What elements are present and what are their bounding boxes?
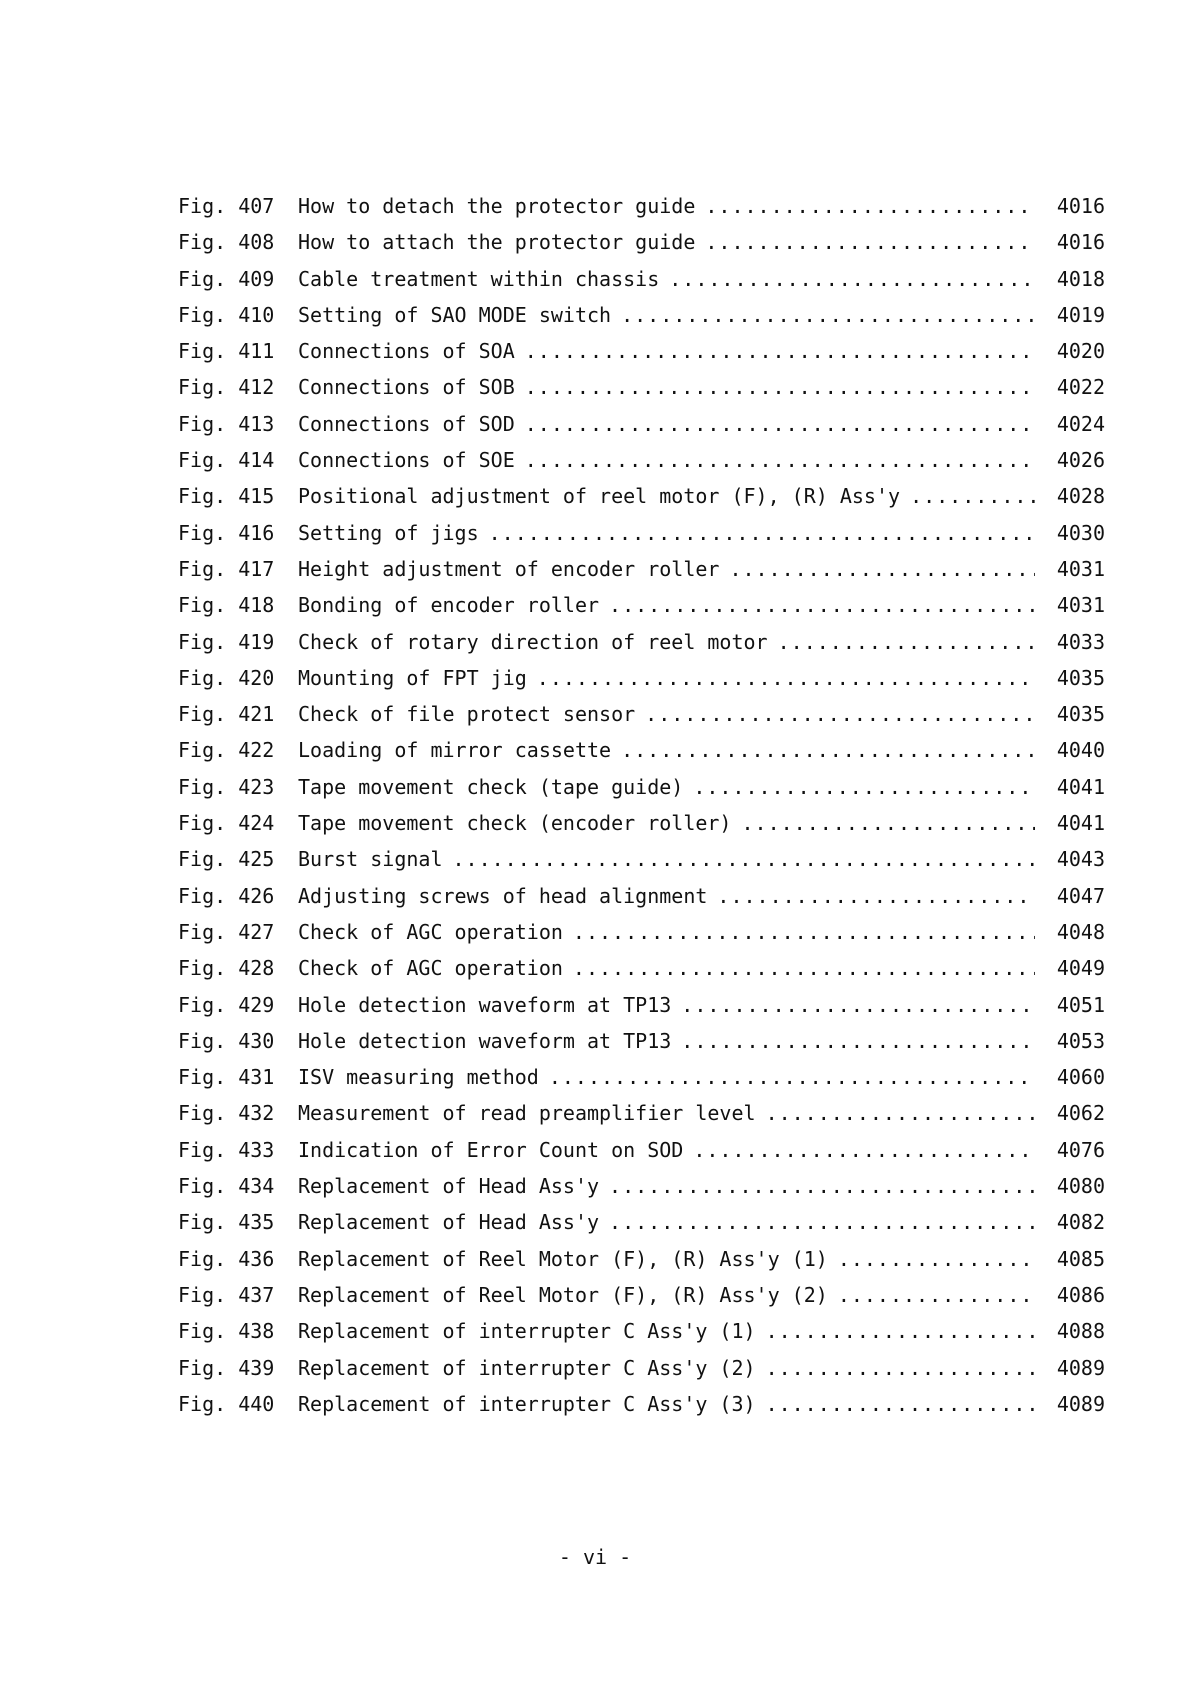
- figure-title-wrap: [298, 987, 1035, 1023]
- figure-title: Connections of SOE: [298, 448, 515, 473]
- page-reference: 4062: [1056, 1101, 1105, 1126]
- dot-leader: [537, 660, 1035, 696]
- figure-title: Check of AGC operation: [298, 919, 563, 944]
- figure-title: Replacement of interrupter C Ass'y (2): [298, 1355, 756, 1380]
- figure-title-wrap: [298, 769, 1035, 805]
- page-number: - vi -: [558, 1545, 632, 1569]
- dot-leader: [778, 624, 1035, 660]
- figure-title-wrap: [298, 1350, 1035, 1386]
- dot-leader: [838, 1277, 1035, 1313]
- figure-title-wrap: [298, 551, 1035, 587]
- figure-number: Fig. 430: [178, 1028, 275, 1053]
- figure-title-wrap: [298, 841, 1035, 877]
- dot-leader: [766, 1095, 1035, 1131]
- figure-title-wrap: [298, 515, 1035, 551]
- figure-number: Fig. 432: [178, 1101, 275, 1126]
- figure-title-wrap: [298, 805, 1035, 841]
- toc-entry: [178, 261, 1105, 297]
- dot-leader: [609, 1168, 1035, 1204]
- page-reference: 4033: [1056, 629, 1105, 654]
- figure-title: Check of AGC operation: [298, 956, 563, 981]
- figure-number: Fig. 434: [178, 1174, 275, 1199]
- figure-number: Fig. 417: [178, 556, 275, 581]
- toc-entry: [178, 1132, 1105, 1168]
- page-reference: 4019: [1056, 302, 1105, 327]
- toc-entry: [178, 660, 1105, 696]
- page-reference: 4041: [1056, 811, 1105, 836]
- dot-leader: [573, 914, 1035, 950]
- dot-leader: [525, 333, 1035, 369]
- toc-entry: [178, 478, 1105, 514]
- figure-title-wrap: [298, 914, 1035, 950]
- page-reference: 4026: [1056, 448, 1105, 473]
- toc-entry: [178, 878, 1105, 914]
- figure-title: Replacement of Head Ass'y: [298, 1174, 600, 1199]
- figure-number: Fig. 426: [178, 883, 275, 908]
- figure-title: Connections of SOD: [298, 411, 515, 436]
- figure-title-wrap: [298, 1386, 1035, 1422]
- figure-number: Fig. 423: [178, 774, 275, 799]
- figure-title-wrap: [298, 1241, 1035, 1277]
- figure-title: Replacement of Reel Motor (F), (R) Ass'y (2): [298, 1282, 828, 1307]
- dot-leader: [729, 551, 1035, 587]
- figure-number: Fig. 440: [178, 1391, 275, 1416]
- figure-title: Height adjustment of encoder roller: [298, 556, 720, 581]
- toc-entry: [178, 987, 1105, 1023]
- page-reference: 4047: [1056, 883, 1105, 908]
- toc-entry: [178, 297, 1105, 333]
- figure-number: Fig. 428: [178, 956, 275, 981]
- dot-leader: [525, 369, 1035, 405]
- dot-leader: [717, 878, 1035, 914]
- toc-entry: [178, 1313, 1105, 1349]
- figure-title: ISV measuring method: [298, 1065, 539, 1090]
- figure-title: Bonding of encoder roller: [298, 593, 600, 618]
- figure-number: Fig. 420: [178, 665, 275, 690]
- figure-title: Replacement of Reel Motor (F), (R) Ass'y (1): [298, 1246, 828, 1271]
- toc-entry: [178, 1277, 1105, 1313]
- page-reference: 4028: [1056, 484, 1105, 509]
- page-reference: 4031: [1056, 593, 1105, 618]
- figure-title: Positional adjustment of reel motor (F), (R) Ass'y: [298, 484, 901, 509]
- page-reference: 4035: [1056, 665, 1105, 690]
- dot-leader: [693, 1132, 1035, 1168]
- toc-entry: [178, 442, 1105, 478]
- dot-leader: [705, 224, 1035, 260]
- toc-entry: [178, 1023, 1105, 1059]
- dot-leader: [910, 478, 1035, 514]
- page-reference: 4030: [1056, 520, 1105, 545]
- toc-entry: [178, 1241, 1105, 1277]
- figure-title-wrap: [298, 261, 1035, 297]
- figure-title: Connections of SOA: [298, 339, 515, 364]
- figure-number: Fig. 433: [178, 1137, 275, 1162]
- page-reference: 4082: [1056, 1210, 1105, 1235]
- list-of-figures: [178, 188, 1105, 1422]
- page-reference: 4024: [1056, 411, 1105, 436]
- page-reference: 4022: [1056, 375, 1105, 400]
- figure-title: Measurement of read preamplifier level: [298, 1101, 756, 1126]
- dot-leader: [621, 297, 1035, 333]
- figure-title: Tape movement check (tape guide): [298, 774, 684, 799]
- figure-number: Fig. 409: [178, 266, 275, 291]
- figure-title: Replacement of Head Ass'y: [298, 1210, 600, 1235]
- toc-entry: [178, 1059, 1105, 1095]
- page-reference: 4016: [1056, 194, 1105, 218]
- figure-title-wrap: [298, 1095, 1035, 1131]
- toc-entry: [178, 624, 1105, 660]
- toc-entry: [178, 406, 1105, 442]
- figure-title: Hole detection waveform at TP13: [298, 1028, 672, 1053]
- figure-title-wrap: [298, 333, 1035, 369]
- dot-leader: [693, 769, 1035, 805]
- figure-number: Fig. 435: [178, 1210, 275, 1235]
- dot-leader: [766, 1386, 1035, 1422]
- page-reference: 4089: [1056, 1391, 1105, 1416]
- figure-title-wrap: [298, 660, 1035, 696]
- toc-entry: [178, 1386, 1105, 1422]
- figure-title: Setting of jigs: [298, 520, 479, 545]
- figure-number: Fig. 411: [178, 339, 275, 364]
- toc-entry: [178, 551, 1105, 587]
- figure-number: Fig. 419: [178, 629, 275, 654]
- figure-title-wrap: [298, 1277, 1035, 1313]
- page-reference: 4086: [1056, 1282, 1105, 1307]
- toc-entry: [178, 1168, 1105, 1204]
- figure-number: Fig. 414: [178, 448, 275, 473]
- toc-entry: [178, 841, 1105, 877]
- toc-entry: [178, 1350, 1105, 1386]
- figure-title: Replacement of interrupter C Ass'y (1): [298, 1319, 756, 1344]
- figure-title-wrap: [298, 732, 1035, 768]
- page-reference: 4085: [1056, 1246, 1105, 1271]
- dot-leader: [621, 732, 1035, 768]
- figure-number: Fig. 424: [178, 811, 275, 836]
- page-reference: 4089: [1056, 1355, 1105, 1380]
- figure-title: Tape movement check (encoder roller): [298, 811, 732, 836]
- figure-title-wrap: [298, 1023, 1035, 1059]
- page-reference: 4040: [1056, 738, 1105, 763]
- figure-number: Fig. 437: [178, 1282, 275, 1307]
- figure-title-wrap: [298, 297, 1035, 333]
- figure-number: Fig. 418: [178, 593, 275, 618]
- dot-leader: [549, 1059, 1035, 1095]
- page-reference: 4076: [1056, 1137, 1105, 1162]
- figure-title: Replacement of interrupter C Ass'y (3): [298, 1391, 756, 1416]
- figure-title: Setting of SAO MODE switch: [298, 302, 612, 327]
- toc-entry: [178, 333, 1105, 369]
- page-reference: 4035: [1056, 702, 1105, 727]
- dot-leader: [609, 587, 1035, 623]
- dot-leader: [573, 950, 1035, 986]
- page-reference: 4016: [1056, 230, 1105, 255]
- figure-number: Fig. 413: [178, 411, 275, 436]
- figure-number: Fig. 410: [178, 302, 275, 327]
- figure-title: Burst signal: [298, 847, 443, 872]
- dot-leader: [681, 987, 1035, 1023]
- toc-entry: [178, 914, 1105, 950]
- page-reference: 4018: [1056, 266, 1105, 291]
- dot-leader: [453, 841, 1036, 877]
- toc-entry: [178, 769, 1105, 805]
- page-reference: 4031: [1056, 556, 1105, 581]
- page-reference: 4049: [1056, 956, 1105, 981]
- page-reference: 4041: [1056, 774, 1105, 799]
- page-reference: 4051: [1056, 992, 1105, 1017]
- toc-entry: [178, 1204, 1105, 1240]
- figure-title: Check of file protect sensor: [298, 702, 636, 727]
- figure-title-wrap: [298, 587, 1035, 623]
- figure-title-wrap: [298, 442, 1035, 478]
- figure-title: How to detach the protector guide: [298, 194, 696, 218]
- dot-leader: [766, 1350, 1035, 1386]
- figure-title-wrap: [298, 369, 1035, 405]
- figure-title-wrap: [298, 1132, 1035, 1168]
- page-reference: 4020: [1056, 339, 1105, 364]
- toc-entry: [178, 188, 1105, 224]
- dot-leader: [609, 1204, 1035, 1240]
- figure-number: Fig. 408: [178, 230, 275, 255]
- figure-title: How to attach the protector guide: [298, 230, 696, 255]
- dot-leader: [525, 406, 1035, 442]
- dot-leader: [705, 188, 1035, 224]
- figure-number: Fig. 407: [178, 194, 275, 218]
- page-reference: 4043: [1056, 847, 1105, 872]
- figure-title-wrap: [298, 878, 1035, 914]
- figure-title-wrap: [298, 950, 1035, 986]
- figure-number: Fig. 416: [178, 520, 275, 545]
- figure-number: Fig. 412: [178, 375, 275, 400]
- page-reference: 4080: [1056, 1174, 1105, 1199]
- figure-title-wrap: [298, 696, 1035, 732]
- figure-number: Fig. 421: [178, 702, 275, 727]
- figure-number: Fig. 415: [178, 484, 275, 509]
- page-reference: 4048: [1056, 919, 1105, 944]
- figure-title: Hole detection waveform at TP13: [298, 992, 672, 1017]
- dot-leader: [681, 1023, 1035, 1059]
- page-reference: 4053: [1056, 1028, 1105, 1053]
- toc-entry: [178, 369, 1105, 405]
- figure-title-wrap: [298, 1313, 1035, 1349]
- figure-title-wrap: [298, 478, 1035, 514]
- figure-title-wrap: [298, 1204, 1035, 1240]
- page-reference: 4060: [1056, 1065, 1105, 1090]
- figure-title: Connections of SOB: [298, 375, 515, 400]
- figure-title: Adjusting screws of head alignment: [298, 883, 708, 908]
- figure-number: Fig. 429: [178, 992, 275, 1017]
- figure-number: Fig. 438: [178, 1319, 275, 1344]
- dot-leader: [766, 1313, 1035, 1349]
- figure-title: Cable treatment within chassis: [298, 266, 660, 291]
- toc-entry: [178, 1095, 1105, 1131]
- figure-number: Fig. 425: [178, 847, 275, 872]
- toc-entry: [178, 587, 1105, 623]
- figure-title: Indication of Error Count on SOD: [298, 1137, 684, 1162]
- toc-entry: [178, 224, 1105, 260]
- figure-number: Fig. 427: [178, 919, 275, 944]
- dot-leader: [645, 696, 1035, 732]
- figure-title-wrap: [298, 1059, 1035, 1095]
- dot-leader: [669, 261, 1035, 297]
- figure-title: Loading of mirror cassette: [298, 738, 612, 763]
- toc-entry: [178, 805, 1105, 841]
- dot-leader: [838, 1241, 1035, 1277]
- dot-leader: [489, 515, 1035, 551]
- figure-title: Mounting of FPT jig: [298, 665, 527, 690]
- figure-number: Fig. 422: [178, 738, 275, 763]
- figure-title-wrap: [298, 1168, 1035, 1204]
- figure-number: Fig. 439: [178, 1355, 275, 1380]
- figure-title-wrap: [298, 224, 1035, 260]
- toc-entry: [178, 515, 1105, 551]
- figure-title: Check of rotary direction of reel motor: [298, 629, 768, 654]
- dot-leader: [525, 442, 1035, 478]
- figure-number: Fig. 431: [178, 1065, 275, 1090]
- figure-title-wrap: [298, 624, 1035, 660]
- figure-title-wrap: [298, 188, 1035, 224]
- page-reference: 4088: [1056, 1319, 1105, 1344]
- dot-leader: [741, 805, 1035, 841]
- figure-title-wrap: [298, 406, 1035, 442]
- toc-entry: [178, 696, 1105, 732]
- toc-entry: [178, 732, 1105, 768]
- figure-number: Fig. 436: [178, 1246, 275, 1271]
- toc-entry: [178, 950, 1105, 986]
